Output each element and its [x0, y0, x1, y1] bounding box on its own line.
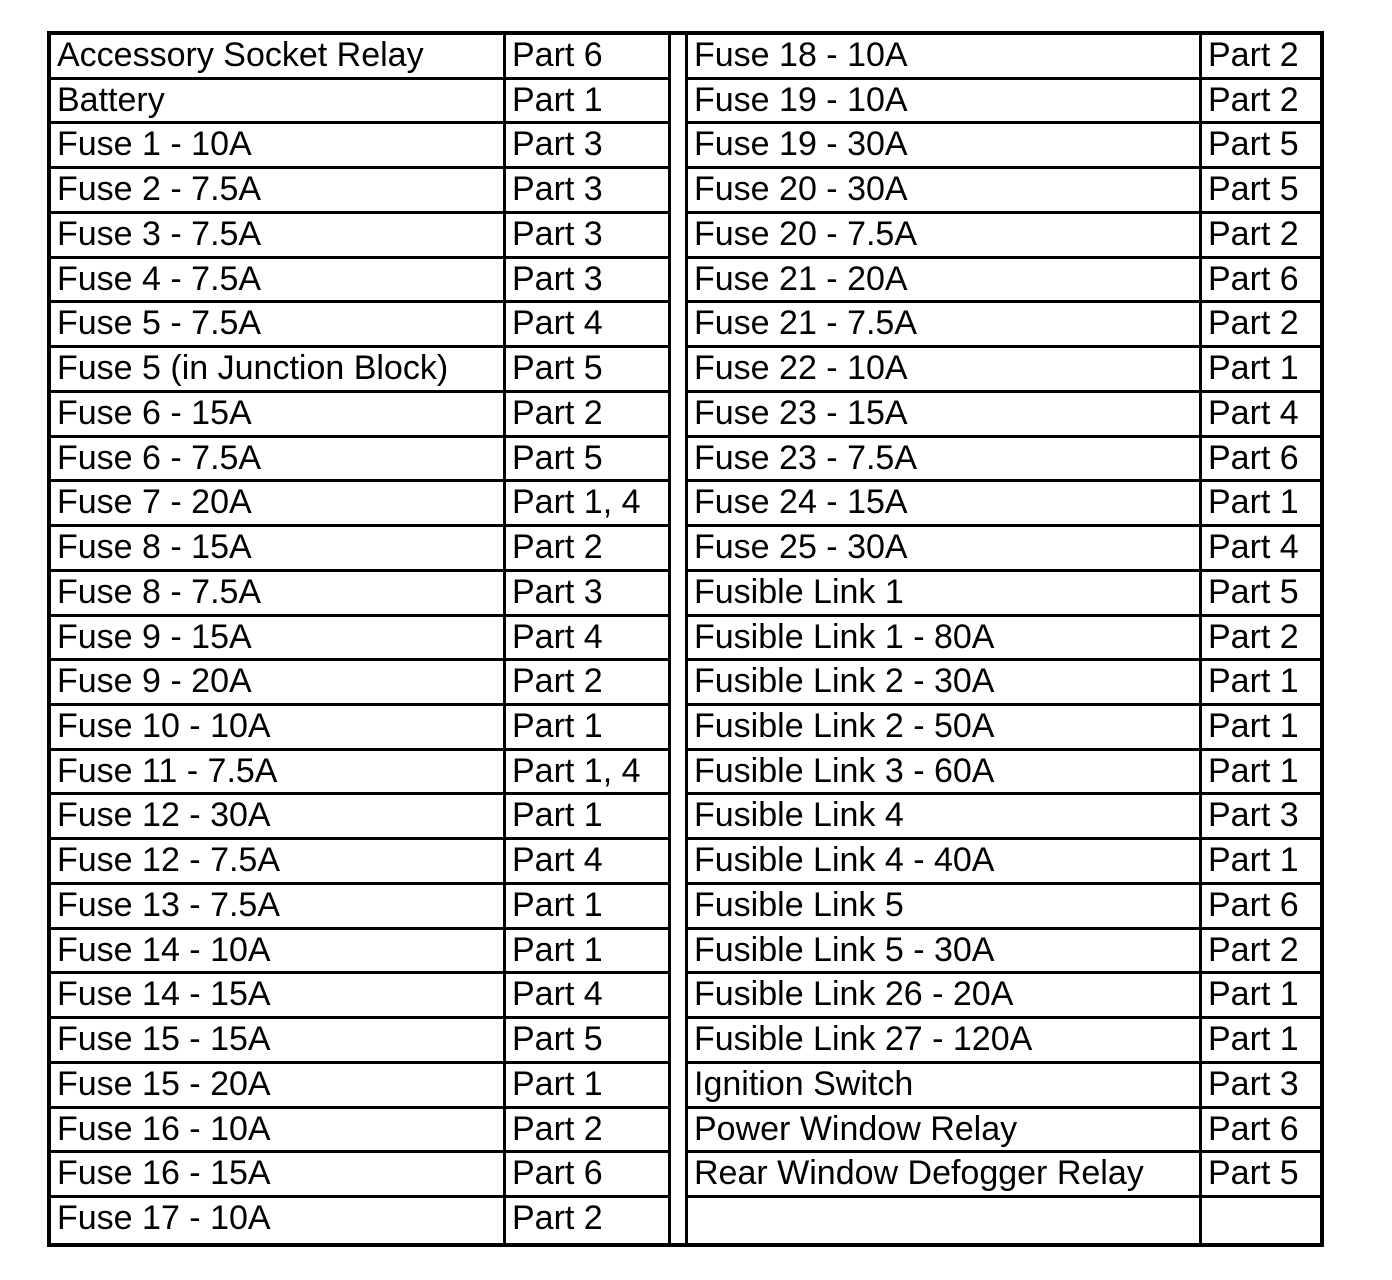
table-row	[688, 80, 1320, 125]
part-reference-cell: Part 2	[512, 393, 603, 432]
component-name-cell: Fuse 1 - 10A	[51, 124, 506, 166]
component-name-cell: Fusible Link 4	[688, 795, 1202, 837]
part-reference-cell: Part 3	[512, 125, 603, 164]
part-reference-cell: Part 2	[512, 528, 603, 567]
table-row	[51, 482, 668, 527]
part-reference-cell: Part 1	[512, 707, 603, 746]
component-name-cell: Fuse 20 - 7.5A	[688, 214, 1202, 256]
component-name-cell: Fusible Link 26 - 20A	[688, 974, 1202, 1016]
table-row	[51, 1109, 668, 1154]
table-row	[688, 1019, 1320, 1064]
part-reference-cell: Part 6	[1208, 438, 1299, 477]
part-reference-cell: Part 3	[512, 214, 603, 253]
component-name-cell: Fuse 23 - 15A	[688, 393, 1202, 435]
part-reference-cell: Part 1, 4	[512, 483, 641, 522]
part-reference-cell: Part 4	[512, 841, 603, 880]
part-reference-cell: Part 6	[512, 36, 603, 74]
part-reference-cell: Part 5	[512, 438, 603, 477]
table-row	[51, 124, 668, 169]
component-name-cell: Fuse 16 - 15A	[51, 1153, 506, 1195]
table-row	[688, 974, 1320, 1019]
component-name-cell: Fuse 9 - 20A	[51, 661, 506, 703]
component-name-cell: Ignition Switch	[688, 1064, 1202, 1106]
table-row	[688, 930, 1320, 975]
table-row	[51, 527, 668, 572]
part-reference-cell: Part 2	[1208, 617, 1299, 656]
part-reference-cell: Part 6	[1208, 1109, 1299, 1148]
table-row	[688, 303, 1320, 348]
component-name-cell: Fusible Link 1	[688, 572, 1202, 614]
table-row	[51, 617, 668, 662]
table-row	[688, 1198, 1320, 1243]
component-name-cell: Fuse 24 - 15A	[688, 482, 1202, 524]
right-column	[688, 35, 1320, 1243]
table-row	[51, 393, 668, 438]
table-row	[688, 259, 1320, 304]
table-row	[51, 840, 668, 885]
component-name-cell: Fuse 12 - 7.5A	[51, 840, 506, 882]
table-row	[688, 1109, 1320, 1154]
table-row	[688, 124, 1320, 169]
component-name-cell: Power Window Relay	[688, 1109, 1202, 1151]
part-reference-cell: Part 3	[512, 170, 603, 209]
part-reference-cell: Part 4	[512, 975, 603, 1014]
table-row	[51, 303, 668, 348]
table-row	[688, 840, 1320, 885]
component-name-cell: Fuse 23 - 7.5A	[688, 438, 1202, 480]
component-name-cell: Fusible Link 1 - 80A	[688, 617, 1202, 659]
component-name-cell: Accessory Socket Relay	[51, 35, 506, 77]
part-reference-cell: Part 3	[1208, 796, 1299, 835]
component-name-cell	[688, 1198, 1202, 1243]
table-row	[51, 348, 668, 393]
part-reference-cell: Part 1	[1208, 662, 1299, 701]
part-reference-cell: Part 2	[1208, 36, 1299, 74]
part-reference-cell: Part 1	[1208, 841, 1299, 880]
component-name-cell: Fuse 13 - 7.5A	[51, 885, 506, 927]
component-name-cell: Fuse 25 - 30A	[688, 527, 1202, 569]
part-reference-cell: Part 2	[1208, 214, 1299, 253]
part-reference-cell: Part 4	[512, 304, 603, 343]
table-row	[51, 35, 668, 80]
component-name-cell: Fuse 6 - 7.5A	[51, 438, 506, 480]
component-name-cell: Fuse 9 - 15A	[51, 617, 506, 659]
component-name-cell: Fusible Link 5	[688, 885, 1202, 927]
part-reference-cell: Part 2	[1208, 304, 1299, 343]
table-row	[688, 617, 1320, 662]
component-name-cell: Fusible Link 3 - 60A	[688, 751, 1202, 793]
table-row	[688, 706, 1320, 751]
table-row	[51, 885, 668, 930]
index-table	[47, 31, 1324, 1247]
table-row	[51, 259, 668, 304]
component-name-cell: Fuse 15 - 20A	[51, 1064, 506, 1106]
table-row	[688, 1153, 1320, 1198]
part-reference-cell: Part 4	[1208, 393, 1299, 432]
component-name-cell: Fuse 14 - 15A	[51, 974, 506, 1016]
part-reference-cell: Part 1, 4	[512, 751, 641, 790]
part-reference-cell: Part 6	[1208, 259, 1299, 298]
table-row	[688, 35, 1320, 80]
part-reference-cell: Part 1	[512, 80, 603, 119]
table-row	[51, 1153, 668, 1198]
component-name-cell: Fusible Link 2 - 50A	[688, 706, 1202, 748]
table-row	[51, 1198, 668, 1243]
part-reference-cell: Part 1	[1208, 349, 1299, 388]
part-reference-cell: Part 2	[512, 662, 603, 701]
part-reference-cell: Part 5	[1208, 125, 1299, 164]
table-row	[688, 214, 1320, 259]
column-divider	[668, 35, 688, 1243]
component-name-cell: Fuse 15 - 15A	[51, 1019, 506, 1061]
table-row	[688, 661, 1320, 706]
table-row	[51, 1019, 668, 1064]
table-row	[51, 930, 668, 975]
part-reference-cell: Part 5	[512, 349, 603, 388]
table-row	[51, 706, 668, 751]
part-reference-cell: Part 3	[1208, 1064, 1299, 1103]
component-name-cell: Fuse 18 - 10A	[688, 35, 1202, 77]
part-reference-cell: Part 2	[512, 1109, 603, 1148]
component-name-cell: Fuse 5 (in Junction Block)	[51, 348, 506, 390]
component-name-cell: Fuse 17 - 10A	[51, 1198, 506, 1243]
part-reference-cell: Part 1	[1208, 975, 1299, 1014]
table-row	[688, 348, 1320, 393]
part-reference-cell: Part 1	[1208, 751, 1299, 790]
table-row	[688, 795, 1320, 840]
part-reference-cell: Part 1	[1208, 1020, 1299, 1059]
table-row	[51, 169, 668, 214]
component-name-cell: Fuse 8 - 15A	[51, 527, 506, 569]
component-name-cell: Fusible Link 27 - 120A	[688, 1019, 1202, 1061]
part-reference-cell: Part 1	[1208, 707, 1299, 746]
component-name-cell: Fuse 5 - 7.5A	[51, 303, 506, 345]
component-name-cell: Fuse 22 - 10A	[688, 348, 1202, 390]
table-row	[688, 438, 1320, 483]
component-name-cell: Fuse 14 - 10A	[51, 930, 506, 972]
component-name-cell: Fuse 7 - 20A	[51, 482, 506, 524]
component-name-cell: Fuse 16 - 10A	[51, 1109, 506, 1151]
part-reference-cell: Part 3	[512, 572, 603, 611]
table-row	[51, 1064, 668, 1109]
part-reference-cell: Part 2	[512, 1199, 603, 1238]
component-name-cell: Fuse 19 - 30A	[688, 124, 1202, 166]
part-reference-cell: Part 5	[1208, 1154, 1299, 1193]
part-reference-cell: Part 1	[512, 885, 603, 924]
part-reference-cell: Part 1	[512, 1064, 603, 1103]
table-row	[51, 572, 668, 617]
part-reference-cell: Part 1	[512, 930, 603, 969]
table-row	[51, 751, 668, 796]
table-row	[688, 527, 1320, 572]
part-reference-cell: Part 3	[512, 259, 603, 298]
component-name-cell: Fusible Link 5 - 30A	[688, 930, 1202, 972]
part-reference-cell	[1202, 1198, 1320, 1243]
part-reference-cell: Part 5	[1208, 572, 1299, 611]
component-name-cell: Fuse 12 - 30A	[51, 795, 506, 837]
part-reference-cell: Part 2	[1208, 80, 1299, 119]
table-row	[51, 80, 668, 125]
component-name-cell: Fuse 8 - 7.5A	[51, 572, 506, 614]
component-name-cell: Fuse 3 - 7.5A	[51, 214, 506, 256]
part-reference-cell: Part 1	[512, 796, 603, 835]
table-row	[688, 482, 1320, 527]
component-name-cell: Fuse 19 - 10A	[688, 80, 1202, 122]
component-name-cell: Fuse 11 - 7.5A	[51, 751, 506, 793]
component-name-cell: Fusible Link 4 - 40A	[688, 840, 1202, 882]
part-reference-cell: Part 4	[1208, 528, 1299, 567]
part-reference-cell: Part 6	[1208, 885, 1299, 924]
component-name-cell: Fuse 6 - 15A	[51, 393, 506, 435]
left-column	[51, 35, 668, 1243]
component-name-cell: Fuse 4 - 7.5A	[51, 259, 506, 301]
table-row	[51, 438, 668, 483]
table-row	[688, 751, 1320, 796]
table-row	[688, 169, 1320, 214]
part-reference-cell: Part 1	[1208, 483, 1299, 522]
component-name-cell: Fuse 20 - 30A	[688, 169, 1202, 211]
component-name-cell: Fuse 2 - 7.5A	[51, 169, 506, 211]
component-name-cell: Fuse 21 - 20A	[688, 259, 1202, 301]
part-reference-cell: Part 6	[512, 1154, 603, 1193]
component-name-cell: Fuse 10 - 10A	[51, 706, 506, 748]
table-row	[688, 885, 1320, 930]
part-reference-cell: Part 5	[1208, 170, 1299, 209]
part-reference-cell: Part 5	[512, 1020, 603, 1059]
table-row	[688, 393, 1320, 438]
part-reference-cell: Part 4	[512, 617, 603, 656]
table-row	[51, 795, 668, 840]
table-row	[51, 214, 668, 259]
table-row	[688, 572, 1320, 617]
component-name-cell: Battery	[51, 80, 506, 122]
component-name-cell: Fuse 21 - 7.5A	[688, 303, 1202, 345]
table-row	[51, 974, 668, 1019]
part-reference-cell: Part 2	[1208, 930, 1299, 969]
table-row	[51, 661, 668, 706]
table-row	[688, 1064, 1320, 1109]
component-name-cell: Fusible Link 2 - 30A	[688, 661, 1202, 703]
component-name-cell: Rear Window Defogger Relay	[688, 1153, 1202, 1195]
